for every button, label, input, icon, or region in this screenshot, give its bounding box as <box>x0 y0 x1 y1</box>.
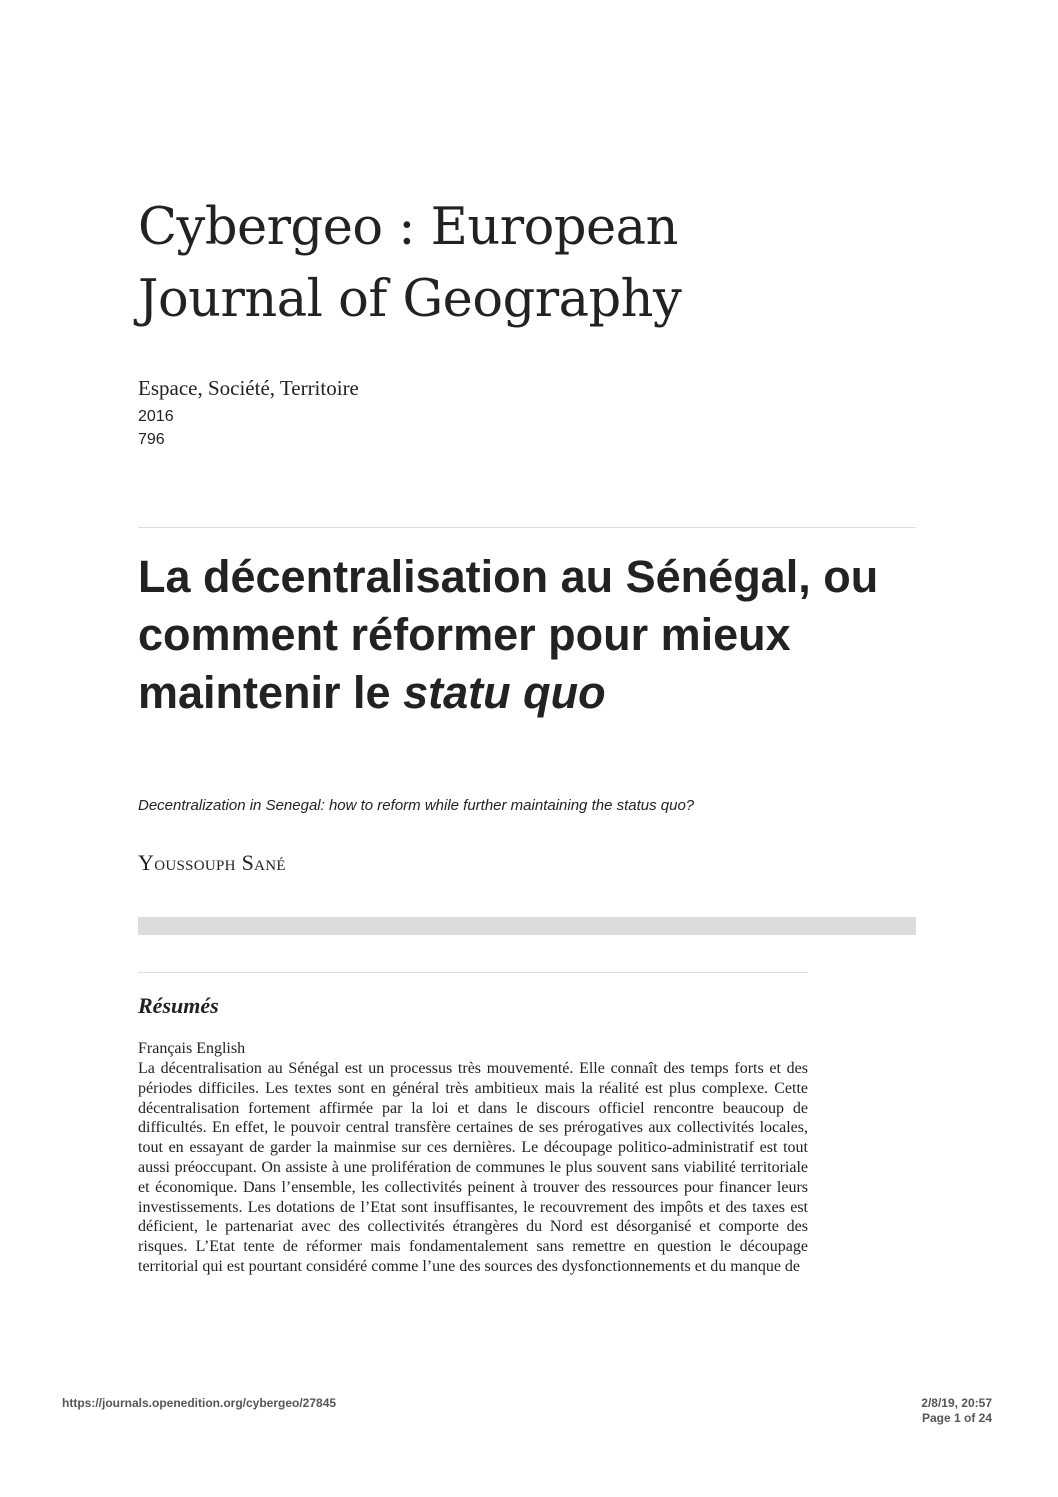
journal-title-line2: Journal of Geography <box>138 270 682 329</box>
separator-bar <box>138 917 916 935</box>
article-title <box>138 548 928 722</box>
journal-title <box>138 192 838 336</box>
divider-top <box>138 527 916 528</box>
journal-title-line1: Cybergeo : European <box>138 198 678 257</box>
language-link-english[interactable]: English <box>196 1040 246 1057</box>
article-title-main: La décentralisation au Sénégal, ou comment réformer pour mieux maintenir le <box>138 551 879 718</box>
journal-section: Espace, Société, Territoire <box>138 376 359 400</box>
journal-year: 2016 <box>138 408 174 425</box>
abstract-text: La décentralisation au Sénégal est un processus très mouvementé. Elle connaît des temps forts et des périodes difficiles. Les textes sont en général très ambitieux mais la réalité est plus complexe. Cette décentralisation fortement affirmée par la loi et dans le discours officiel rencontre beaucoup de difficultés. En effet, le pouvoir central transfère certaines de ses prérogatives aux collectivités locales, tout en essayant de garder la mainmise sur ces dernières. Le découpage politico-administratif est tout aussi préoccupant. On assiste à une prolifération de communes le plus souvent sans viabilité territoriale et économique. Dans l’ensemble, les collectivités peinent à trouver des ressources pour financer leurs investissements. Les dotations de l’Etat sont insuffisantes, le recouvrement des impôts et des taxes est déficient, le partenariat avec des collectivités étrangères du Nord est désorganisé et comporte des risques. L’Etat tente de réformer mais fondamentalement sans remettre en question le découpage territorial qui est pourtant considéré comme l’une des sources des dysfonctionnements et du manque de <box>138 1060 808 1275</box>
language-switch <box>138 1040 249 1058</box>
footer-page-number: Page 1 of 24 <box>921 1411 992 1425</box>
footer-datetime: 2/8/19, 20:57 <box>921 1396 992 1410</box>
translated-title: Decentralization in Senegal: how to reform while further maintaining the status quo? <box>138 797 695 814</box>
footer-url: https://journals.openedition.org/cybergeo/27845 <box>62 1396 337 1410</box>
footer-meta <box>921 1396 992 1426</box>
divider-mid <box>138 972 808 973</box>
article-title-italic: statu quo <box>403 667 606 718</box>
journal-number: 796 <box>138 431 165 448</box>
author-name[interactable]: Youssouph Sané <box>138 850 286 875</box>
abstracts-heading: Résumés <box>138 993 219 1018</box>
language-link-french[interactable]: Français <box>138 1040 193 1057</box>
